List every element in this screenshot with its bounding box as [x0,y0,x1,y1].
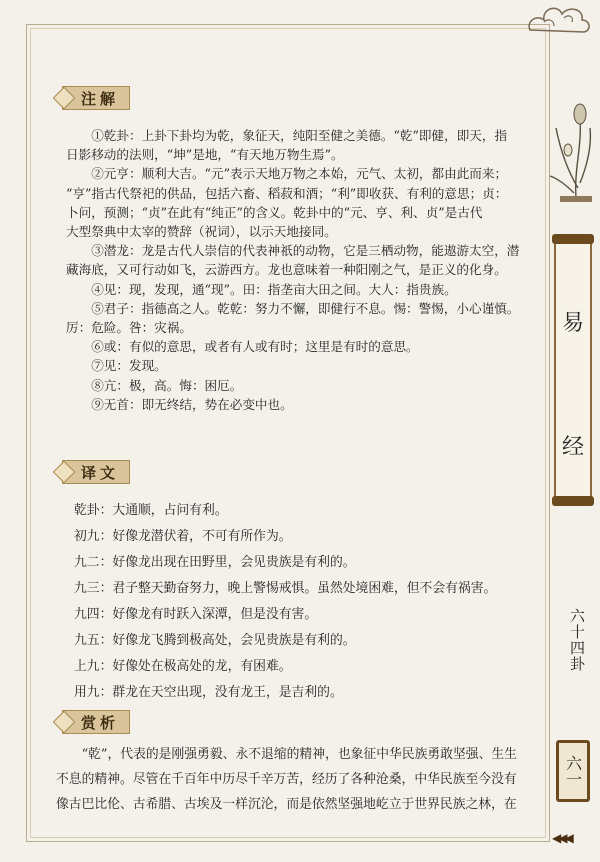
note-line: 卜问，预测；“贞”在此有“纯正”的含义。乾卦中的“元、亨、利、贞”是古代 [66,204,483,220]
appreciation-line: 不息的精神。尽管在千百年中历尽千辛万苦，经历了各种沧桑，中华民族至今没有 [56,772,517,787]
translation-line: 乾卦：大通顺，占问有利。 [74,503,228,518]
note-line: ⑥或：有似的意思，或者有人或有时；这里是有时的意思。 [91,339,419,355]
notes-section-header [62,86,130,110]
page-number-box [556,740,590,802]
note-line: ①乾卦：上卦下卦均为乾，象征天，纯阳至健之美德。“乾”即健，即天，指 [91,128,508,143]
note-line: ④见：现，发现，通“现”。田：指垄亩大田之间。大人：指贵族。 [91,281,457,297]
notes-section-title: 注解 [81,89,120,108]
notes-block [66,126,536,414]
note-line: ⑤君子：指德高之人。乾乾：努力不懈，即健行不息。惕：警惕，小心谨慎。 [91,300,520,316]
translation-line: 用九：群龙在天空出现，没有龙王，是吉利的。 [74,685,343,700]
translation-section-title: 译文 [81,463,120,482]
note-line: ⑦见：发现。 [91,358,167,374]
page-arrows-icon: ◀◀◀ [552,831,571,845]
note-line: ⑧亢：极，高。悔：困厄。 [91,377,243,393]
note-line: ②元亨：顺利大吉。“元”表示天地万物之本始，元气、太初，都由此而来； [91,166,508,182]
book-title-tab [554,240,592,500]
appreciation-section-title: 赏析 [81,713,120,732]
translation-line: 初九：好像龙潜伏着，不可有所作为。 [74,529,292,544]
translation-line: 九四：好像龙有时跃入深潭，但是没有害。 [74,607,318,622]
note-line: 藏海底，又可行动如飞，云游西方。龙也意味着一种阳刚之气，是正义的化身。 [66,262,507,278]
note-line: 日影移动的法则，“坤”是地，“有天地万物生焉”。 [66,147,344,163]
orchid-ornament-icon [546,88,598,208]
page-number: 六一 [559,743,587,799]
translation-line: 九五：好像龙飞腾到极高处，会见贵族是有利的。 [74,633,356,648]
cloud-ornament-icon [524,0,594,38]
chapter-subtitle: 六十四卦 [568,608,586,672]
translation-line: 上九：好像处在极高处的龙，有困难。 [74,659,292,674]
appreciation-section-header [62,710,130,734]
note-line: “亨”指古代祭祀的供品，包括六畜、稻菽和酒；“利”即收获、有利的意思；贞： [66,185,508,201]
book-title-char: 经 [561,435,584,460]
appreciation-line: “乾”，代表的是刚强勇毅、永不退缩的精神，也象征中华民族勇敢坚强、生生 [81,747,517,762]
note-line: 大型祭典中太宰的赞辞（祝词），以示天地接同。 [66,224,337,240]
note-line: 厉：危险。咎：灾祸。 [66,320,192,336]
translation-section-header [62,460,130,484]
appreciation-block [56,742,536,817]
translation-line: 九二：好像龙出现在田野里，会见贵族是有利的。 [74,555,356,570]
translation-line: 九三：君子整天勤奋努力，晚上警惕戒惧。虽然处境困难，但不会有祸害。 [74,581,497,596]
note-line: ⑨无首：即无终结，势在必变中也。 [91,396,293,412]
translation-block [74,498,534,706]
note-line: ③潜龙：龙是古代人崇信的代表神祇的动物，它是三栖动物，能遨游太空，潜 [91,243,520,259]
appreciation-line: 像古巴比伦、古希腊、古埃及一样沉沦，而是依然坚强地屹立于世界民族之林，在 [56,797,517,812]
book-title-char: 易 [561,311,584,336]
